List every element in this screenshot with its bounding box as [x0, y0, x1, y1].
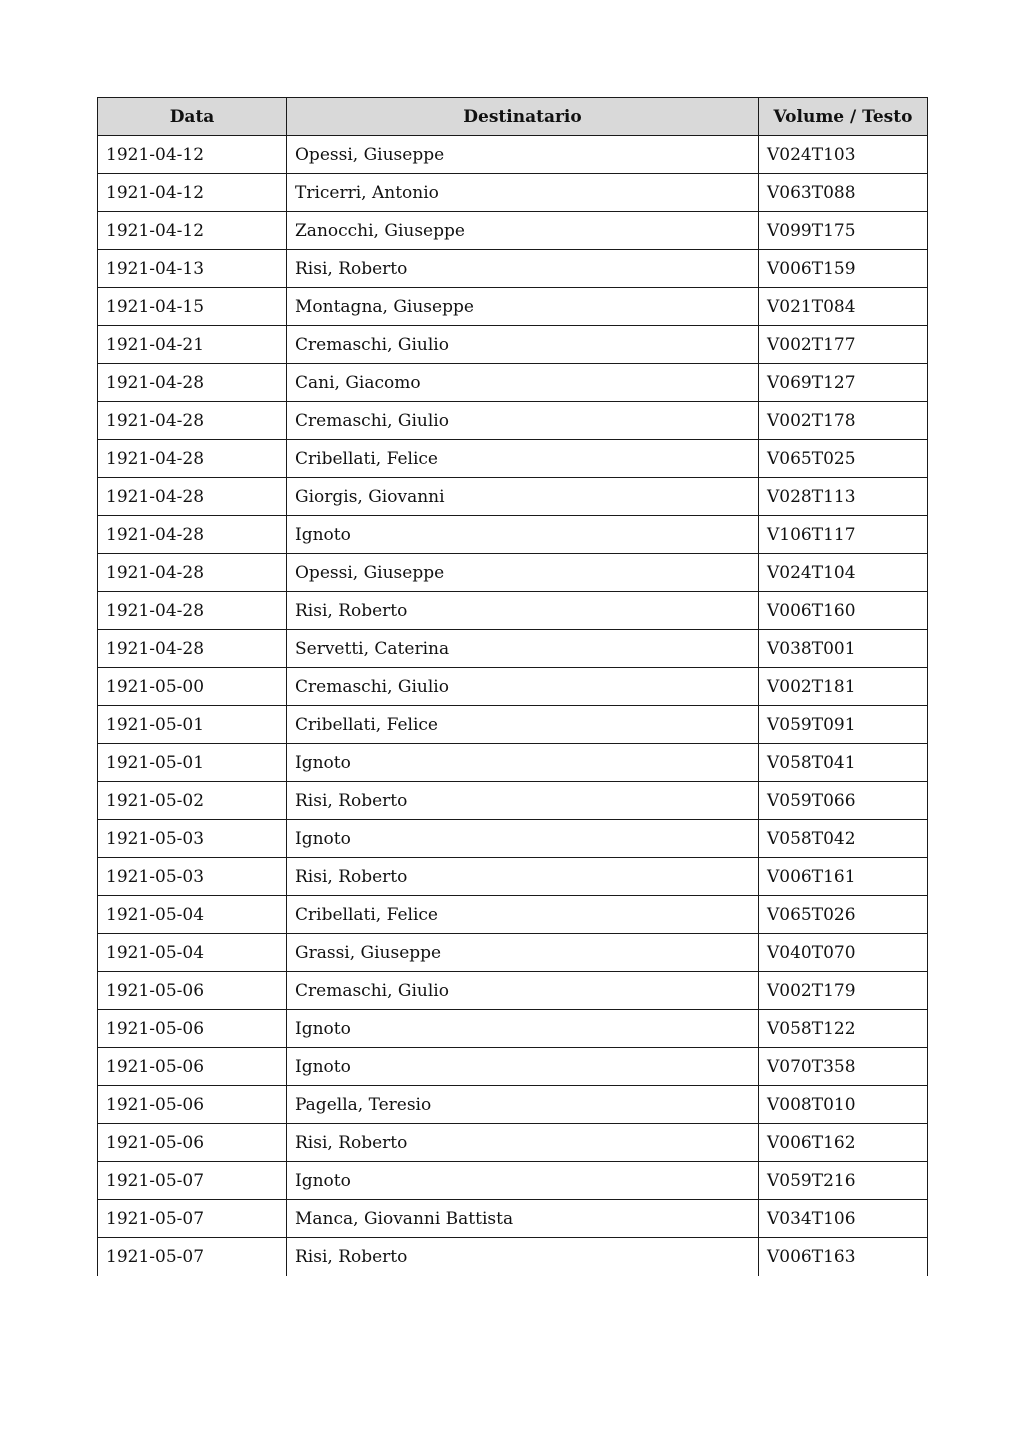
cell-date: 1921-05-03 [98, 858, 287, 896]
cell-recipient: Servetti, Caterina [287, 630, 759, 668]
cell-recipient: Pagella, Teresio [287, 1086, 759, 1124]
cell-date: 1921-05-03 [98, 820, 287, 858]
cell-volume-text: V006T159 [759, 250, 928, 288]
cell-volume-text: V028T113 [759, 478, 928, 516]
table-row [98, 1010, 928, 1048]
cell-date: 1921-05-07 [98, 1238, 287, 1276]
cell-date: 1921-05-06 [98, 972, 287, 1010]
cell-date: 1921-05-07 [98, 1200, 287, 1238]
cell-volume-text: V069T127 [759, 364, 928, 402]
cell-date: 1921-05-04 [98, 896, 287, 934]
cell-date: 1921-04-28 [98, 478, 287, 516]
cell-volume-text: V002T177 [759, 326, 928, 364]
cell-date: 1921-04-28 [98, 440, 287, 478]
table-row [98, 440, 928, 478]
table-row [98, 972, 928, 1010]
cell-date: 1921-05-06 [98, 1124, 287, 1162]
cell-recipient: Cremaschi, Giulio [287, 668, 759, 706]
cell-recipient: Opessi, Giuseppe [287, 136, 759, 174]
letters-table [97, 97, 928, 1276]
table-row [98, 1162, 928, 1200]
cell-recipient: Risi, Roberto [287, 1238, 759, 1276]
table-row [98, 1086, 928, 1124]
cell-volume-text: V021T084 [759, 288, 928, 326]
cell-volume-text: V008T010 [759, 1086, 928, 1124]
table-row [98, 402, 928, 440]
cell-date: 1921-05-07 [98, 1162, 287, 1200]
table-row [98, 212, 928, 250]
cell-volume-text: V006T163 [759, 1238, 928, 1276]
cell-date: 1921-04-28 [98, 516, 287, 554]
cell-recipient: Risi, Roberto [287, 782, 759, 820]
table-row [98, 896, 928, 934]
cell-date: 1921-04-12 [98, 212, 287, 250]
cell-date: 1921-05-06 [98, 1048, 287, 1086]
cell-recipient: Cribellati, Felice [287, 440, 759, 478]
cell-recipient: Cremaschi, Giulio [287, 326, 759, 364]
cell-recipient: Ignoto [287, 1010, 759, 1048]
cell-volume-text: V002T181 [759, 668, 928, 706]
cell-date: 1921-04-28 [98, 402, 287, 440]
cell-recipient: Risi, Roberto [287, 592, 759, 630]
cell-recipient: Cani, Giacomo [287, 364, 759, 402]
cell-recipient: Ignoto [287, 516, 759, 554]
cell-volume-text: V040T070 [759, 934, 928, 972]
cell-recipient: Risi, Roberto [287, 250, 759, 288]
cell-date: 1921-04-28 [98, 554, 287, 592]
table-row [98, 668, 928, 706]
cell-volume-text: V099T175 [759, 212, 928, 250]
cell-date: 1921-04-28 [98, 592, 287, 630]
cell-volume-text: V024T103 [759, 136, 928, 174]
cell-recipient: Cribellati, Felice [287, 706, 759, 744]
table-row [98, 250, 928, 288]
table-row [98, 326, 928, 364]
cell-date: 1921-04-13 [98, 250, 287, 288]
cell-recipient: Zanocchi, Giuseppe [287, 212, 759, 250]
table-row [98, 934, 928, 972]
cell-recipient: Cremaschi, Giulio [287, 972, 759, 1010]
cell-volume-text: V006T161 [759, 858, 928, 896]
header-volume-text: Volume / Testo [759, 98, 928, 136]
cell-volume-text: V006T160 [759, 592, 928, 630]
cell-date: 1921-05-04 [98, 934, 287, 972]
cell-date: 1921-05-01 [98, 706, 287, 744]
table-row [98, 478, 928, 516]
cell-volume-text: V059T066 [759, 782, 928, 820]
table-row [98, 554, 928, 592]
table-row [98, 706, 928, 744]
cell-volume-text: V065T025 [759, 440, 928, 478]
table-body [98, 136, 928, 1276]
table-row [98, 820, 928, 858]
cell-date: 1921-04-12 [98, 174, 287, 212]
cell-volume-text: V065T026 [759, 896, 928, 934]
cell-volume-text: V006T162 [759, 1124, 928, 1162]
cell-date: 1921-05-02 [98, 782, 287, 820]
cell-volume-text: V070T358 [759, 1048, 928, 1086]
cell-date: 1921-05-06 [98, 1010, 287, 1048]
table-row [98, 516, 928, 554]
cell-volume-text: V063T088 [759, 174, 928, 212]
cell-recipient: Tricerri, Antonio [287, 174, 759, 212]
cell-recipient: Ignoto [287, 1162, 759, 1200]
cell-volume-text: V038T001 [759, 630, 928, 668]
cell-volume-text: V002T178 [759, 402, 928, 440]
cell-date: 1921-05-06 [98, 1086, 287, 1124]
table-row [98, 288, 928, 326]
cell-recipient: Montagna, Giuseppe [287, 288, 759, 326]
cell-date: 1921-04-21 [98, 326, 287, 364]
table-row [98, 364, 928, 402]
table-row [98, 136, 928, 174]
cell-recipient: Opessi, Giuseppe [287, 554, 759, 592]
table-row [98, 1238, 928, 1276]
cell-recipient: Ignoto [287, 1048, 759, 1086]
table-row [98, 630, 928, 668]
cell-recipient: Cribellati, Felice [287, 896, 759, 934]
cell-date: 1921-05-01 [98, 744, 287, 782]
cell-recipient: Risi, Roberto [287, 858, 759, 896]
cell-volume-text: V024T104 [759, 554, 928, 592]
cell-date: 1921-04-28 [98, 364, 287, 402]
table-row [98, 1124, 928, 1162]
table-row [98, 174, 928, 212]
cell-volume-text: V058T042 [759, 820, 928, 858]
cell-recipient: Ignoto [287, 744, 759, 782]
table-row [98, 592, 928, 630]
cell-date: 1921-04-28 [98, 630, 287, 668]
cell-date: 1921-04-15 [98, 288, 287, 326]
cell-recipient: Ignoto [287, 820, 759, 858]
table-row [98, 744, 928, 782]
cell-recipient: Risi, Roberto [287, 1124, 759, 1162]
cell-volume-text: V106T117 [759, 516, 928, 554]
cell-recipient: Grassi, Giuseppe [287, 934, 759, 972]
cell-recipient: Manca, Giovanni Battista [287, 1200, 759, 1238]
table-row [98, 782, 928, 820]
cell-volume-text: V058T041 [759, 744, 928, 782]
cell-volume-text: V034T106 [759, 1200, 928, 1238]
cell-date: 1921-05-00 [98, 668, 287, 706]
cell-volume-text: V059T091 [759, 706, 928, 744]
cell-recipient: Giorgis, Giovanni [287, 478, 759, 516]
header-row [98, 98, 928, 136]
header-date: Data [98, 98, 287, 136]
table-row [98, 858, 928, 896]
cell-volume-text: V059T216 [759, 1162, 928, 1200]
table-row [98, 1048, 928, 1086]
table-row [98, 1200, 928, 1238]
cell-recipient: Cremaschi, Giulio [287, 402, 759, 440]
header-recipient: Destinatario [287, 98, 759, 136]
table-header [98, 98, 928, 136]
cell-volume-text: V058T122 [759, 1010, 928, 1048]
cell-date: 1921-04-12 [98, 136, 287, 174]
cell-volume-text: V002T179 [759, 972, 928, 1010]
